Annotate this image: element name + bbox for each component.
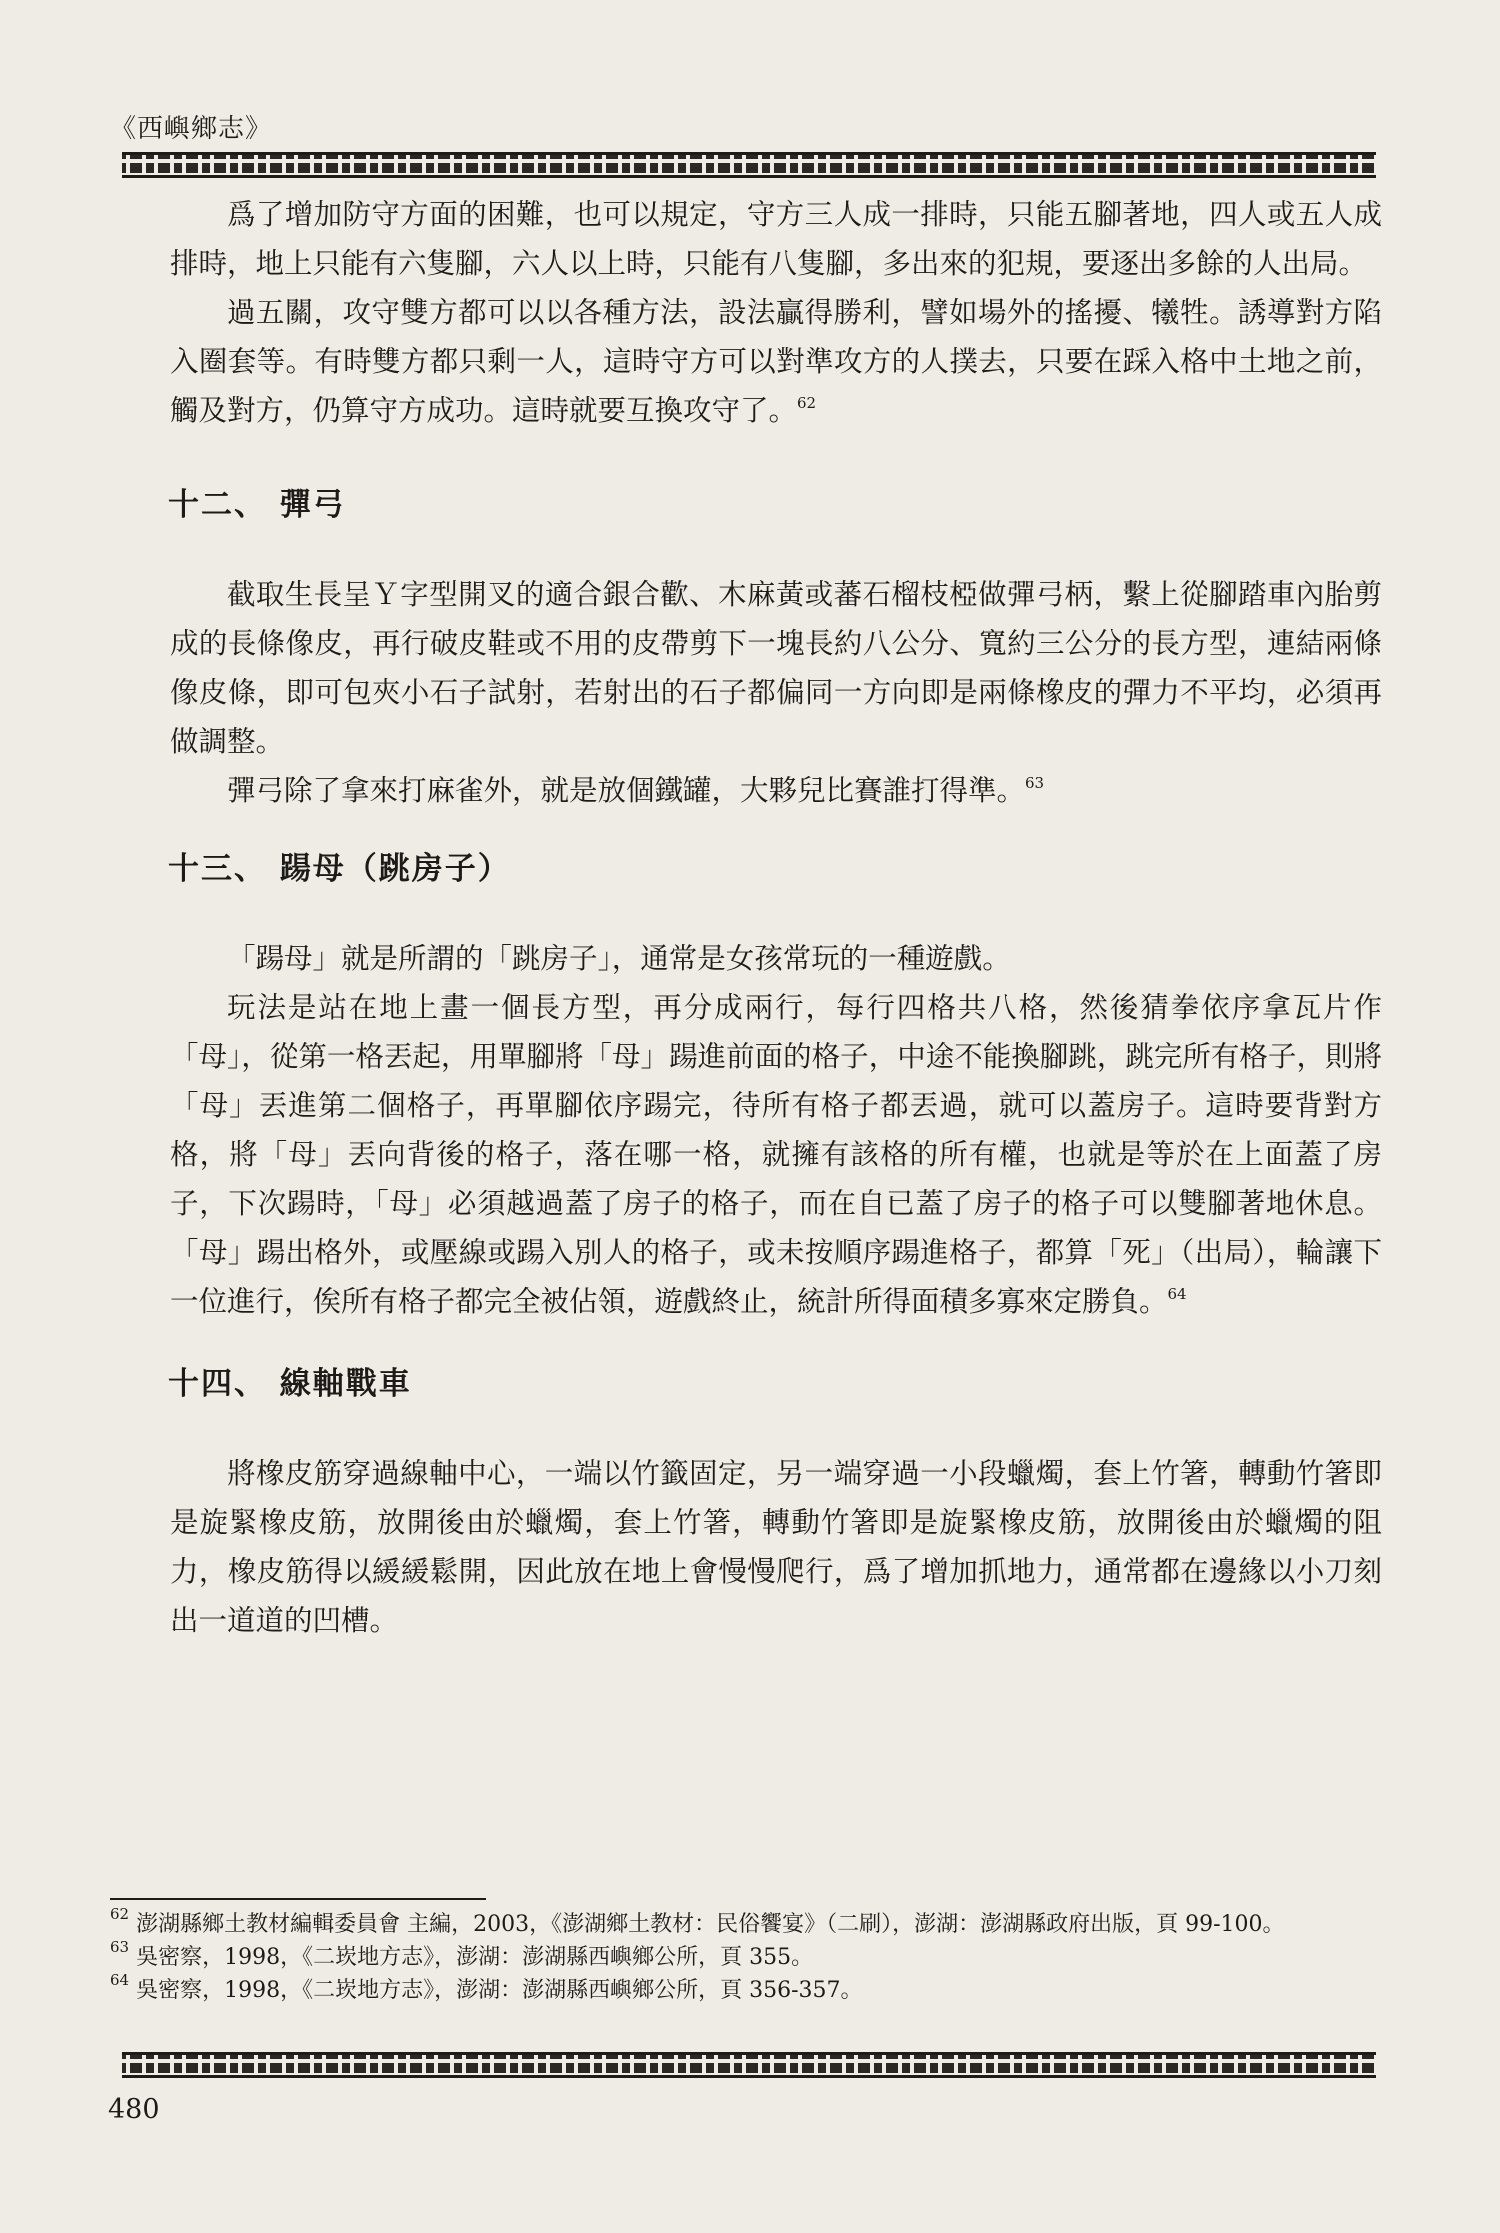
paragraph — [170, 570, 1382, 766]
paragraph-text: 將橡皮筋穿過線軸中心，一端以竹籤固定，另一端穿過一小段蠟燭，套上竹箸，轉動竹箸即是旋緊橡皮筋，放開後由於蠟燭，套上竹箸，轉動竹箸即是旋緊橡皮筋，放開後由於蠟燭的阻力，橡皮筋得以緩緩鬆開，因此放在地上會慢慢爬行，爲了增加抓地力，通常都在邊緣以小刀刻出一道道的凹槽。 — [170, 1457, 1382, 1637]
footnote-number: 62 — [110, 1905, 130, 1923]
section-heading-14: 十四、 線軸戰車 — [168, 1366, 412, 1402]
footnote-number: 63 — [110, 1938, 130, 1956]
paragraph-text: 彈弓除了拿來打麻雀外，就是放個鐵罐，大夥兒比賽誰打得準。 — [227, 774, 1026, 807]
footnote — [110, 1938, 1382, 1974]
bottom-meander-border — [122, 2052, 1376, 2078]
body-text — [170, 190, 1382, 1645]
paragraph-text: 「踼母」就是所謂的「跳房子」，通常是女孩常玩的一種遊戲。 — [227, 942, 1011, 975]
paragraph — [170, 288, 1382, 435]
footnote-ref: 63 — [1025, 774, 1045, 792]
paragraph — [170, 190, 1382, 288]
footnote — [110, 1905, 1382, 1941]
running-head: 《西嶼鄉志》 — [110, 114, 273, 144]
paragraph-text: 玩法是站在地上畫一個長方型，再分成兩行，每行四格共八格，然後猜拳依序拿瓦片作「母」，從第一格丟起，用單腳將「母」踼進前面的格子，中途不能換腳跳，跳完所有格子，則將「母」丟進第二個格子，再單腳依序踼完，待所有格子都丟過，就可以蓋房子。這時要背對方格，將「母」丟向背後的格子，落在哪一格，就擁有該格的所有權，也就是等於在上面蓋了房子，下次踼時，「母」必須越過蓋了房子的格子，而在自已蓋了房子的格子可以雙腳著地休息。「母」踼出格外，或壓線或踼入別人的格子，或未按順序踼進格子，都算「死」（出局），輪讓下一位進行，俟所有格子都完全被佔領，遊戲終止，統計所得面積多寡來定勝負。 — [170, 991, 1382, 1318]
footnote-text: 澎湖縣鄉土教材編輯委員會 主編，2003，《澎湖鄉土教材：民俗饗宴》（二刷），澎湖：澎湖縣政府出版，頁 99-100。 — [136, 1912, 1285, 1937]
paragraph — [170, 1449, 1382, 1645]
top-meander-border — [122, 152, 1376, 178]
footnote-ref: 62 — [797, 394, 817, 412]
section-heading-13: 十三、 踼母（跳房子） — [168, 851, 511, 887]
paragraph-text: 截取生長呈Ｙ字型開叉的適合銀合歡、木麻黃或蕃石榴枝椏做彈弓柄，繫上從腳踏車內胎剪成的長條像皮，再行破皮鞋或不用的皮帶剪下一塊長約八公分、寬約三公分的長方型，連結兩條像皮條，即可包夾小石子試射，若射出的石子都偏同一方向即是兩條橡皮的彈力不平均，必須再做調整。 — [170, 578, 1382, 758]
footnote-number: 64 — [110, 1971, 130, 1989]
footnotes — [110, 1905, 1382, 2007]
footnote-ref: 64 — [1167, 1285, 1187, 1303]
paragraph — [170, 766, 1382, 815]
paragraph-text: 過五關，攻守雙方都可以以各種方法，設法贏得勝利，譬如場外的搖擾、犧牲。誘導對方陷入圈套等。有時雙方都只剩一人，這時守方可以對準攻方的人撲去，只要在踩入格中土地之前，觸及對方，仍算守方成功。這時就要互換攻守了。 — [170, 296, 1382, 427]
footnote-text: 吳密察，1998，《二崁地方志》，澎湖：澎湖縣西嶼鄉公所，頁 356-357。 — [136, 1978, 863, 2003]
paragraph — [170, 934, 1382, 983]
section-heading-12: 十二、 彈弓 — [168, 487, 346, 523]
footnote — [110, 1971, 1382, 2007]
paragraph — [170, 983, 1382, 1326]
footnote-text: 吳密察，1998，《二崁地方志》，澎湖：澎湖縣西嶼鄉公所，頁 355。 — [136, 1945, 814, 1970]
paragraph-text: 爲了增加防守方面的困難，也可以規定，守方三人成一排時，只能五腳著地，四人或五人成排時，地上只能有六隻腳，六人以上時，只能有八隻腳，多出來的犯規，要逐出多餘的人出局。 — [170, 198, 1382, 280]
footnote-rule — [110, 1898, 486, 1900]
page-number: 480 — [108, 2094, 160, 2125]
